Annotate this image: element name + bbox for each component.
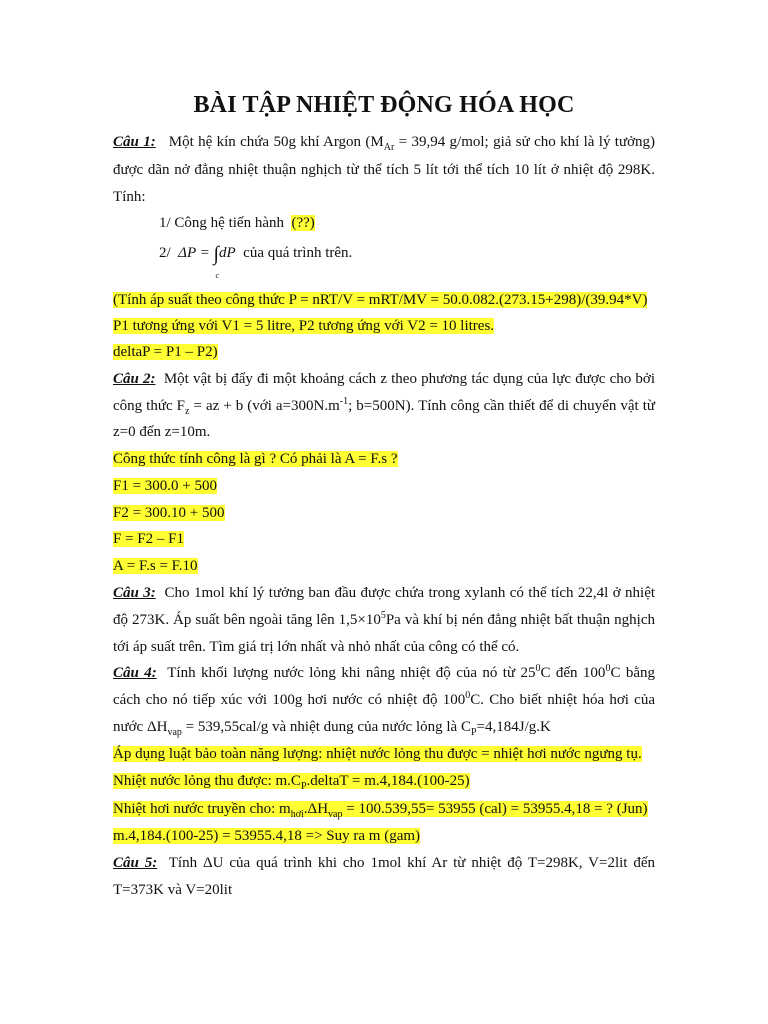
q1-answer-2: P1 tương ứng với V1 = 5 litre, P2 tương ứng với V2 = 10 litres. bbox=[113, 318, 495, 334]
q1-item-1-highlight: (??) bbox=[291, 215, 315, 231]
q5-line-2: T=373K và V=20lit bbox=[113, 882, 233, 898]
q4-answer-1: Áp dụng luật bảo toàn năng lượng: nhiệt nước lỏng thu được = nhiệt hơi nước ngưng tụ. bbox=[113, 746, 642, 762]
q3-line-1: Câu 3: Cho 1mol khí lý tưởng ban đầu được chứa trong xylanh có thể tích 22,4l ở nhiệt bbox=[113, 585, 656, 601]
q2-answer-5: A = F.s = F.10 bbox=[113, 558, 198, 574]
q1-label: Câu 1: bbox=[113, 134, 156, 150]
q4-line-3: nước $\Delta H_{vap} = 539,55cal/g$ và nhiệt dung của nước lỏng là $C_P=4,184J/g.K$ bbox=[113, 719, 551, 738]
q2-line-3: z=0 đến z=10m. bbox=[113, 424, 211, 440]
q4-answer-2: Nhiệt nước lỏng thu được: $m.C_P.deltaT = m.4,184.(100-25)$ bbox=[113, 773, 470, 792]
integral-symbol: ∫ c bbox=[213, 243, 220, 280]
q2-answer-2: F1 = 300.0 + 500 bbox=[113, 478, 218, 494]
q4-answer-3: Nhiệt hơi nước truyền cho: $m_{hơi}.\Delta H_{vap} = 100.539,55= 53955$ (cal) = 53955.4,18 = ? (Jun) bbox=[113, 801, 648, 820]
q2-answer-1: Công thức tính công là gì ? Có phải là A = F.s ? bbox=[113, 451, 398, 467]
q3-label: Câu 3: bbox=[113, 585, 156, 601]
q1-line-3: Tính: bbox=[113, 189, 146, 205]
q1-answer-1: (Tính áp suất theo công thức P = nRT/V = mRT/MV = 50.0.082.(273.15+298)/(39.94*V) bbox=[113, 292, 648, 308]
q2-line-2: công thức $F_z$ = az + b (với $a=300N.m^{-1}$; b=500N). Tính công cần thiết để di chuyển vật từ bbox=[113, 396, 655, 417]
q5-label: Câu 5: bbox=[113, 855, 158, 871]
q1-item-2: 2/ ΔP = ∫ c dP của quá trình trên. bbox=[159, 243, 353, 280]
q3-line-2: độ 273K. Áp suất bên ngoài tăng lên $1,5\times 10^5Pa$ và khí bị nén đẳng nhiệt bất thuận nghịch bbox=[113, 610, 655, 628]
q1-item-1: 1/ Công hệ tiến hành (??) bbox=[159, 215, 315, 231]
q2-line-1: Câu 2: Một vật bị đẩy đi một khoảng cách z theo phương tác dụng của lực được cho bởi bbox=[113, 371, 655, 387]
q2-label: Câu 2: bbox=[113, 371, 156, 387]
q4-answer-4: m.4,184.(100-25) = 53955.4,18 => Suy ra m (gam) bbox=[113, 828, 421, 844]
q4-label: Câu 4: bbox=[113, 665, 157, 681]
q2-answer-4: F = F2 – F1 bbox=[113, 531, 184, 547]
q4-line-1: Câu 4: Tính khối lượng nước lỏng khi nâng nhiệt độ của nó từ $25^0C$ đến $100^0C$ bằng bbox=[113, 663, 655, 681]
q1-answer-3: deltaP = P1 – P2) bbox=[113, 344, 218, 360]
q1-line-1: Câu 1: Một hệ kín chứa 50g khí Argon ($M_{Ar} = 39,94$ g/mol; giả sử cho khí là lý tưởng) bbox=[113, 134, 656, 153]
document-title: BÀI TẬP NHIỆT ĐỘNG HÓA HỌC bbox=[193, 92, 575, 118]
q5-line-1: Câu 5: Tính ΔU của quá trình khi cho 1mol khí Ar từ nhiệt độ T=298K, V=2lit đến bbox=[113, 855, 655, 871]
q4-line-2: cách cho nó tiếp xúc với 100g hơi nước có nhiệt độ $100^0C$. Cho biết nhiệt hóa hơi của bbox=[113, 690, 655, 708]
q1-line-2: được dãn nở đẳng nhiệt thuận nghịch từ thể tích 5 lít tới thể tích 10 lít ở nhiệt độ 298K. bbox=[113, 162, 655, 178]
q2-answer-3: F2 = 300.10 + 500 bbox=[113, 505, 225, 521]
q3-line-3: tới áp suất trên. Tìm giá trị lớn nhất và nhỏ nhất của công có thể có. bbox=[113, 639, 520, 655]
